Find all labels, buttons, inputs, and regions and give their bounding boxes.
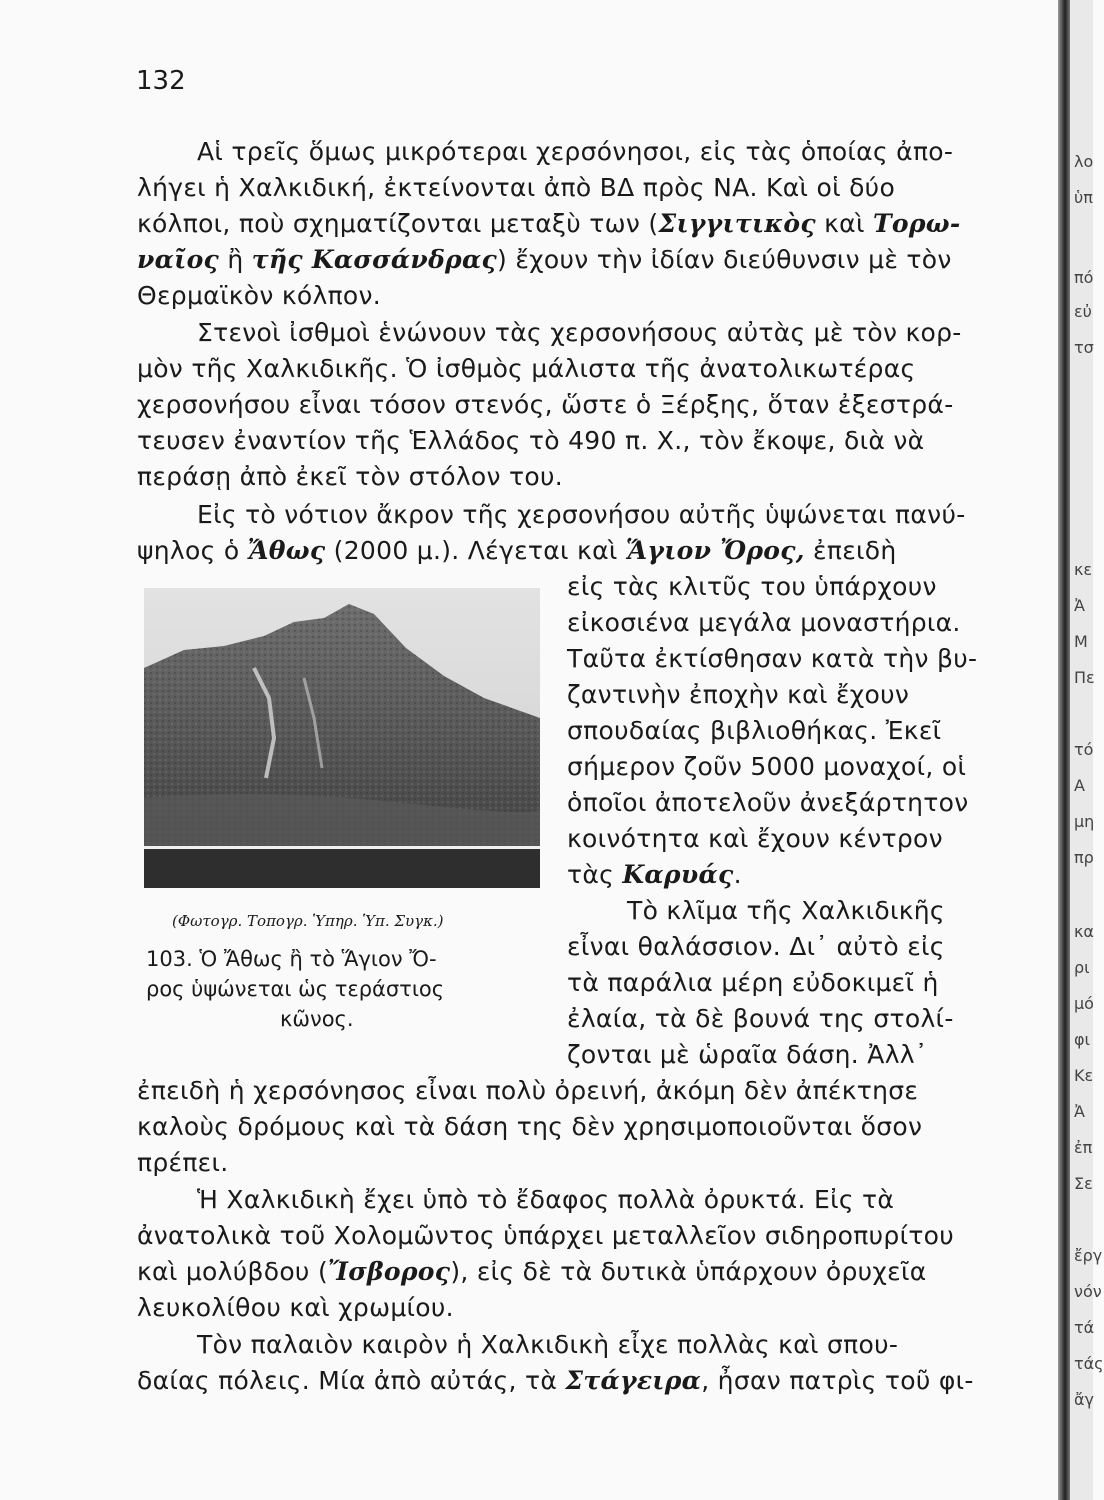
text-line: ἐπειδὴ ἡ χερσόνησος εἶναι πολὺ ὀρεινή, ἀκόμη δὲν ἀπέκτησε (137, 1076, 919, 1105)
figure-caption-line: 103. Ὁ Ἄθως ἢ τὸ Ἅγιον Ὄ- (146, 947, 437, 971)
edge-fragment: κε (1074, 560, 1093, 579)
text-line: εἰς τὰς κλιτῦς του ὑπάρχουν (567, 572, 937, 601)
text-line: Τὸ κλῖμα τῆς Χαλκιδικῆς (627, 896, 945, 925)
text-line: δαίας πόλεις. Μία ἀπὸ αὐτάς, τὰ Στάγειρα, ἦσαν πατρὶς τοῦ φι- (137, 1366, 974, 1395)
text-line: σπουδαίας βιβλιοθήκας. Ἐκεῖ (567, 716, 942, 745)
edge-fragment: τά (1074, 1318, 1095, 1337)
edge-fragment: Μ (1074, 632, 1088, 651)
place-name-agion-oros: Ἅγιον Ὄρος, (625, 536, 805, 565)
edge-fragment: τάς (1074, 1354, 1104, 1373)
place-name-isvoros: Ἴσβορος (328, 1257, 451, 1286)
text-line: ὁποῖοι ἀποτελοῦν ἀνεξάρτητον (567, 788, 969, 817)
photo-credit: (Φωτογρ. Τοπογρ. Ὑπηρ. Ὑπ. Συγκ.) (172, 912, 444, 930)
text-line: Ἡ Χαλκιδικὴ ἔχει ὑπὸ τὸ ἔδαφος πολλὰ ὀρυκτά. Εἰς τὰ (197, 1185, 895, 1214)
text-line: τὰ παράλια μέρη εὐδοκιμεῖ ἡ (567, 968, 939, 997)
edge-fragment: Πε (1074, 668, 1095, 687)
edge-fragment: τσ (1074, 338, 1094, 357)
text-line: κοινότητα καὶ ἔχουν κέντρον (567, 824, 943, 853)
text-line: καλοὺς δρόμους καὶ τὰ δάση της δὲν χρησιμοποιοῦνται ὅσον (137, 1112, 923, 1141)
book-gutter-shadow (1058, 0, 1070, 1500)
text-line: μὸν τῆς Χαλκιδικῆς. Ὁ ἰσθμὸς μάλιστα τῆς ἀνατολικωτέρας (137, 354, 916, 383)
edge-fragment: μη (1074, 812, 1095, 831)
edge-fragment: ἔργ (1074, 1246, 1103, 1265)
edge-fragment: μό (1074, 994, 1094, 1013)
mountain-illustration (144, 588, 540, 888)
text-line: χερσονήσου εἶναι τόσον στενός, ὥστε ὁ Ξέρξης, ὅταν ἐξεστρά- (137, 390, 954, 419)
text-line: πρέπει. (137, 1148, 229, 1177)
edge-fragment: Ἀ (1074, 596, 1085, 615)
edge-fragment: Σε (1074, 1174, 1093, 1193)
place-name-karyes: Καρυάς (622, 860, 734, 889)
text-line: Στενοὶ ἰσθμοὶ ἑνώνουν τὰς χερσονήσους αὐτὰς μὲ τὸν κορ- (197, 318, 962, 347)
text-line: Θερμαϊκὸν κόλπον. (137, 281, 382, 310)
place-name-sigitikos: Σιγγιτικὸς (658, 209, 816, 238)
edge-fragment: Α (1074, 776, 1085, 795)
edge-fragment: Ἀ (1074, 1102, 1085, 1121)
text-line: λευκολίθου καὶ χρωμίου. (137, 1293, 454, 1322)
text-line: ἐλαία, τὰ δὲ βουνά της στολί- (567, 1004, 954, 1033)
figure-caption-line: κῶνος. (280, 1007, 354, 1031)
text-line: κόλποι, ποὺ σχηματίζονται μεταξὺ των (Σιγγιτικὸς καὶ Τορω- (137, 209, 961, 238)
text-line: σήμερον ζοῦν 5000 μοναχοί, οἱ (567, 752, 967, 781)
edge-fragment: τό (1074, 740, 1094, 759)
edge-fragment: νόν (1074, 1282, 1102, 1301)
edge-fragment: πρ (1074, 848, 1094, 867)
figure-caption-line: ρος ὑψώνεται ὡς τεράστιος (146, 977, 445, 1001)
text-line: ναῖος ἢ τῆς Κασσάνδρας) ἔχουν τὴν ἰδίαν διεύθυνσιν μὲ τὸν (137, 245, 952, 274)
text-line: ψηλος ὁ Ἄθως (2000 μ.). Λέγεται καὶ Ἅγιον Ὄρος, ἐπειδὴ (137, 536, 897, 565)
edge-fragment: ὑπ (1074, 188, 1093, 207)
edge-fragment: ρι (1074, 958, 1090, 977)
text-line: περάσῃ ἀπὸ ἐκεῖ τὸν στόλον του. (137, 462, 563, 491)
edge-fragment: εὐ (1074, 302, 1092, 321)
edge-fragment: φι (1074, 1030, 1090, 1049)
text-line: Αἱ τρεῖς ὅμως μικρότεραι χερσόνησοι, εἰς τὰς ὁποίας ἀπο- (197, 137, 954, 166)
mount-athos-photo (144, 588, 540, 888)
text-line: τευσεν ἐναντίον τῆς Ἑλλάδος τὸ 490 π. Χ., τὸν ἔκοψε, διὰ νὰ (137, 426, 925, 455)
place-name-athos: Ἄθως (247, 536, 326, 565)
text-line: Τὸν παλαιὸν καιρὸν ἡ Χαλκιδικὴ εἶχε πολλὰς καὶ σπου- (197, 1330, 899, 1359)
place-name-kassandra: τῆς Κασσάνδρας (251, 245, 498, 274)
edge-fragment: ἐπ (1074, 1138, 1093, 1157)
text-line: Ταῦτα ἐκτίσθησαν κατὰ τὴν βυ- (567, 644, 978, 673)
edge-fragment: πό (1074, 268, 1094, 287)
text-line: Εἰς τὸ νότιον ἄκρον τῆς χερσονήσου αὐτῆς ὑψώνεται πανύ- (197, 500, 966, 529)
edge-fragment: Κε (1074, 1066, 1094, 1085)
page-number: 132 (136, 66, 186, 96)
edge-fragment: λο (1074, 152, 1094, 171)
text-line: ζαντινὴν ἐποχὴν καὶ ἔχουν (567, 680, 910, 709)
text-line: ἀνατολικὰ τοῦ Χολομῶντος ὑπάρχει μεταλλεῖον σιδηροπυρίτου (137, 1221, 955, 1250)
place-name-toronaios: Τορω- (872, 209, 961, 238)
text-line: καὶ μολύβδου (Ἴσβορος), εἰς δὲ τὰ δυτικὰ ὑπάρχουν ὀρυχεῖα (137, 1257, 927, 1286)
text-line: τὰς Καρυάς. (567, 860, 742, 889)
edge-fragment: ἄγ (1074, 1390, 1095, 1409)
text-line: ζονται μὲ ὡραῖα δάση. Ἀλλ᾽ (567, 1040, 928, 1069)
text-line: εἰκοσιένα μεγάλα μοναστήρια. (567, 608, 961, 637)
text-line: εἶναι θαλάσσιον. Δι᾽ αὐτὸ εἰς (567, 932, 945, 961)
text-line: λήγει ἡ Χαλκιδική, ἐκτείνονται ἀπὸ ΒΔ πρὸς ΝΑ. Καὶ οἱ δύο (137, 173, 896, 202)
edge-fragment: κα (1074, 922, 1094, 941)
place-name-stageira: Στάγειρα (565, 1366, 702, 1395)
